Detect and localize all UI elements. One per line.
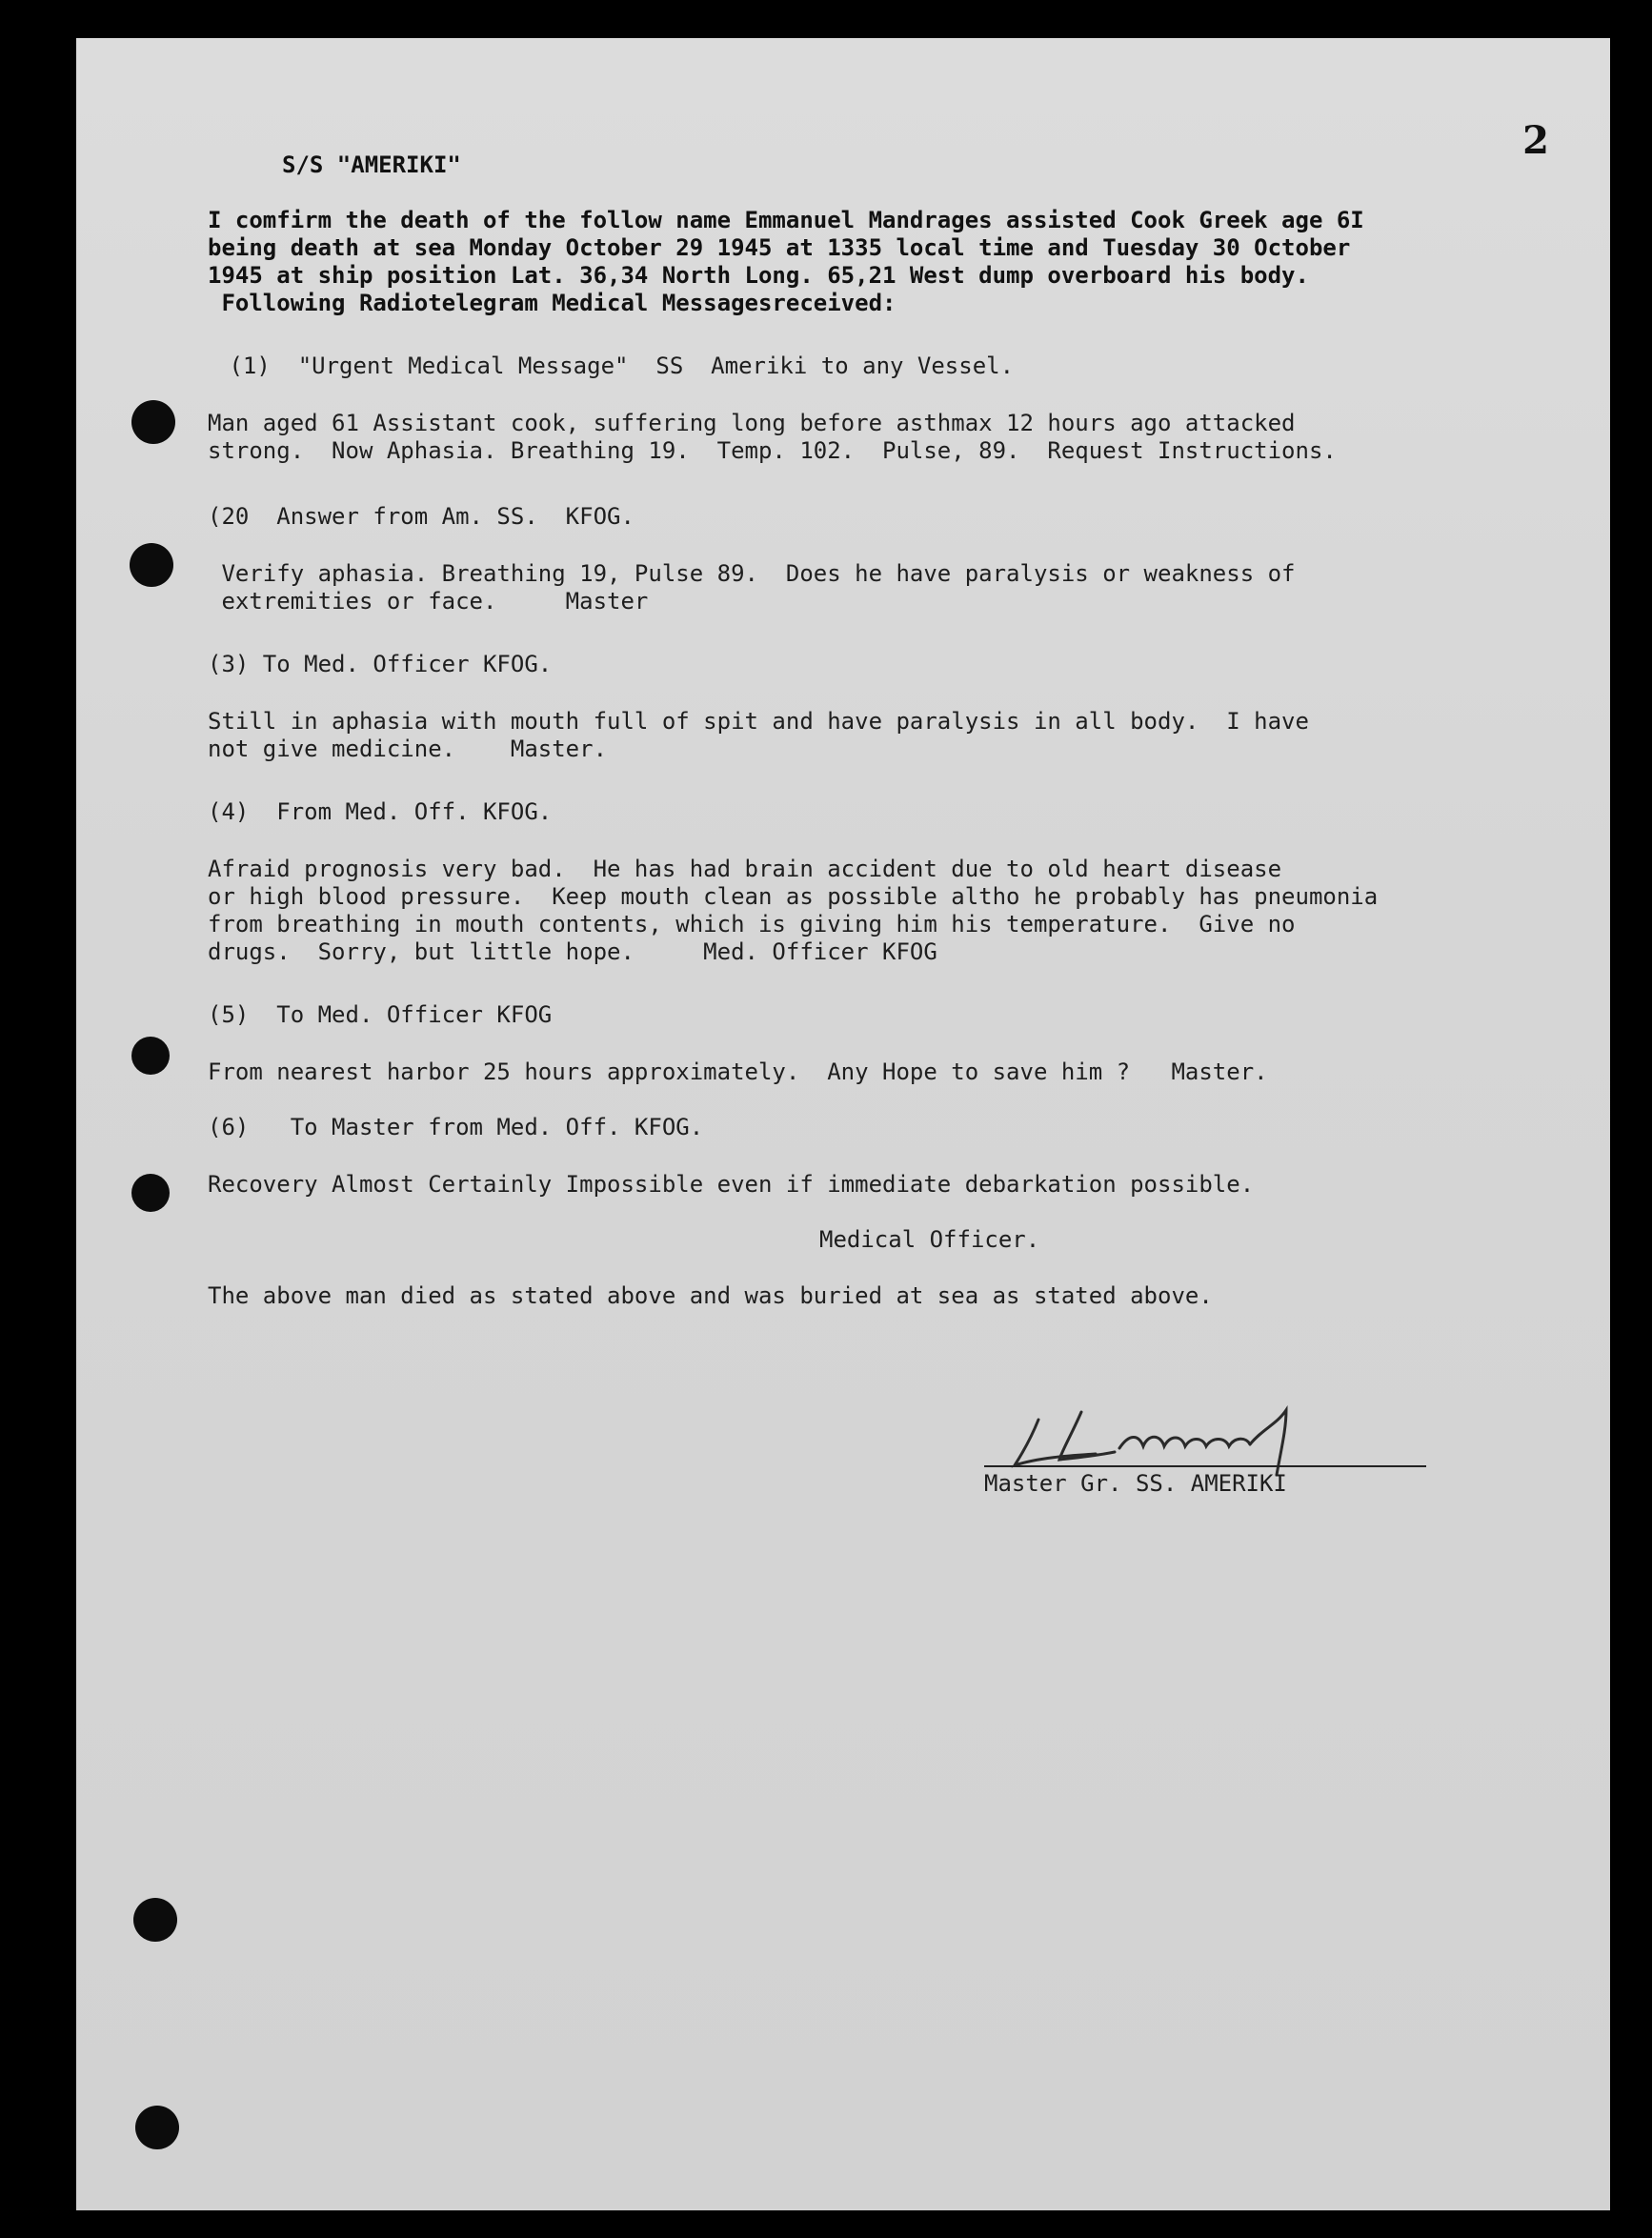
intro-line: I comfirm the death of the follow name Emmanuel Mandrages assisted Cook Greek age 6I — [208, 207, 1364, 233]
document-sheet — [76, 38, 1610, 2210]
message-body-line: Verify aphasia. Breathing 19, Pulse 89. Does he have paralysis or weakness of — [208, 560, 1296, 587]
message-body-line: Man aged 61 Assistant cook, suffering long before asthmax 12 hours ago attacked — [208, 410, 1296, 436]
intro-line: being death at sea Monday October 29 1945 at 1335 local time and Tuesday 30 October — [208, 234, 1351, 261]
message-header: (20 Answer from Am. SS. KFOG. — [208, 503, 635, 530]
message-body-line: Still in aphasia with mouth full of spit and have paralysis in all body. I have — [208, 708, 1309, 735]
message-header: (3) To Med. Officer KFOG. — [208, 651, 553, 677]
message-header: (6) To Master from Med. Off. KFOG. — [208, 1114, 704, 1140]
message-body-line: not give medicine. Master. — [208, 736, 608, 762]
message-body-line: from breathing in mouth contents, which is giving him his temperature. Give no — [208, 911, 1296, 938]
message-body-line: or high blood pressure. Keep mouth clean as possible altho he probably has pneumonia — [208, 883, 1379, 910]
page-number: 2 — [1522, 118, 1549, 163]
punch-hole — [133, 1898, 177, 1942]
message-body-line: strong. Now Aphasia. Breathing 19. Temp. 102. Pulse, 89. Request Instructions. — [208, 437, 1337, 464]
message-body-line: Afraid prognosis very bad. He has had brain accident due to old heart disease — [208, 856, 1282, 882]
message-header: (1) "Urgent Medical Message" SS Ameriki to any Vessel. — [215, 353, 1015, 379]
message-body-line: extremities or face. Master — [208, 588, 649, 615]
message-body-line: Recovery Almost Certainly Impossible even if immediate debarkation possible. — [208, 1171, 1255, 1198]
message-body-line: drugs. Sorry, but little hope. Med. Officer KFOG — [208, 938, 937, 965]
master-signature — [1000, 1391, 1362, 1477]
intro-line: 1945 at ship position Lat. 36,34 North Long. 65,21 West dump overboard his body. — [208, 262, 1309, 289]
intro-line: Following Radiotelegram Medical Messagesreceived: — [208, 290, 897, 316]
punch-hole — [131, 1174, 170, 1212]
ship-heading: S/S "AMERIKI" — [282, 151, 461, 178]
punch-hole — [130, 543, 173, 587]
master-sign-label: Master Gr. SS. AMERIKI — [984, 1470, 1287, 1497]
message-body-line: From nearest harbor 25 hours approximately. Any Hope to save him ? Master. — [208, 1059, 1268, 1085]
signature-line — [984, 1465, 1426, 1467]
message-header: (5) To Med. Officer KFOG — [208, 1001, 553, 1028]
punch-hole — [131, 400, 175, 444]
punch-hole — [135, 2106, 179, 2149]
medical-officer-sign: Medical Officer. — [819, 1226, 1040, 1253]
message-header: (4) From Med. Off. KFOG. — [208, 798, 553, 825]
closing-statement: The above man died as stated above and was buried at sea as stated above. — [208, 1282, 1213, 1309]
punch-hole — [131, 1037, 170, 1075]
